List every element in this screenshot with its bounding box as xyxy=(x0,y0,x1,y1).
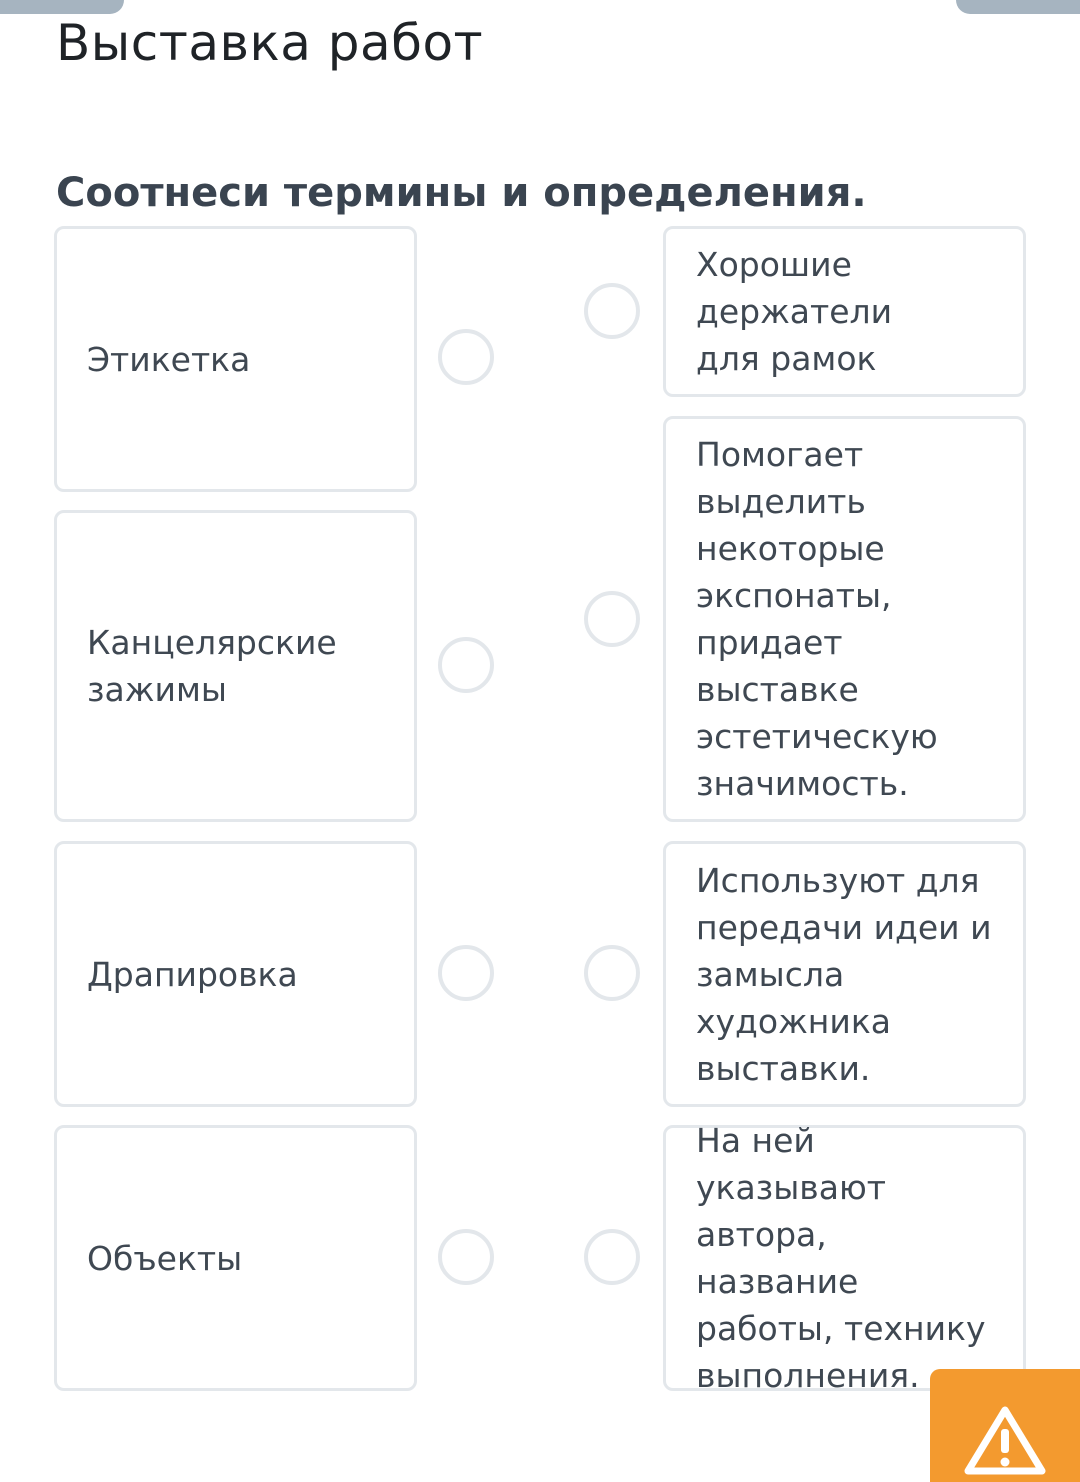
term-connector-3[interactable] xyxy=(438,945,494,1001)
definition-label: На ней указывают автора, название работы, технику выполнения. xyxy=(696,1121,986,1395)
definition-connector-3[interactable] xyxy=(584,945,640,1001)
top-tab-right xyxy=(956,0,1080,14)
term-label: Объекты xyxy=(87,1238,243,1278)
warning-icon xyxy=(964,1405,1046,1475)
instruction-text: Соотнеси термины и определения. xyxy=(56,170,867,216)
page-title: Выставка работ xyxy=(56,14,484,72)
definition-connector-2[interactable] xyxy=(584,591,640,647)
term-card-4[interactable] xyxy=(54,1125,417,1391)
definition-card-1[interactable] xyxy=(663,226,1026,397)
term-label: Канцелярские зажимы xyxy=(87,623,337,709)
term-card-1[interactable] xyxy=(54,226,417,492)
definition-connector-1[interactable] xyxy=(584,283,640,339)
definition-label: Помогает выделить некоторые экспонаты, придает выставке эстетическую значимость. xyxy=(696,435,938,803)
term-card-2[interactable] xyxy=(54,510,417,822)
definition-connector-4[interactable] xyxy=(584,1229,640,1285)
definition-card-3[interactable] xyxy=(663,841,1026,1107)
term-connector-1[interactable] xyxy=(438,329,494,385)
definition-card-2[interactable] xyxy=(663,416,1026,822)
term-card-3[interactable] xyxy=(54,841,417,1107)
definition-label: Хорошие держатели для рамок xyxy=(696,245,893,378)
term-label: Драпировка xyxy=(87,954,298,994)
report-problem-button[interactable] xyxy=(930,1369,1080,1482)
definition-card-4[interactable] xyxy=(663,1121,1026,1395)
definition-label: Используют для передачи идеи и замысла художника выставки. xyxy=(696,860,992,1088)
term-connector-4[interactable] xyxy=(438,1229,494,1285)
term-connector-2[interactable] xyxy=(438,637,494,693)
term-label: Этикетка xyxy=(87,339,251,379)
top-tab-left xyxy=(0,0,124,14)
